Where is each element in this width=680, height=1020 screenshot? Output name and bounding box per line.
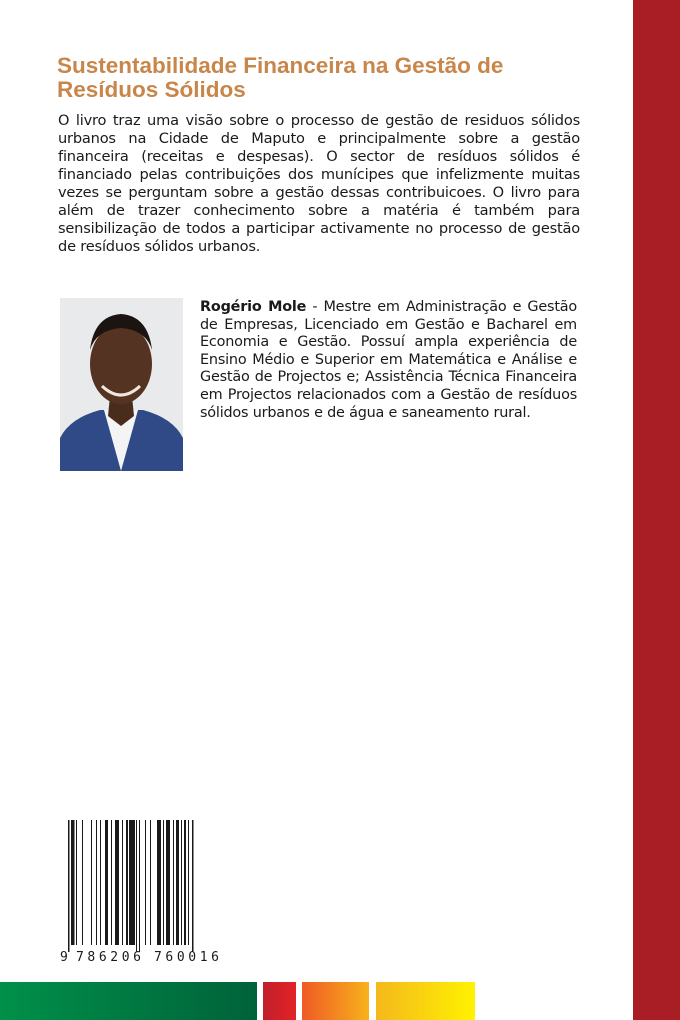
orange-stripe (302, 982, 369, 1020)
barcode-bar (184, 820, 186, 945)
author-photo (60, 298, 183, 471)
barcode-bar (129, 820, 135, 945)
barcode-bar (173, 820, 174, 945)
red-stripe (263, 982, 296, 1020)
barcode-bar (122, 820, 123, 945)
barcode-bar (136, 820, 137, 952)
green-stripe (0, 982, 257, 1020)
barcode-bar (105, 820, 108, 945)
barcode-bar (91, 820, 92, 945)
barcode-bar (157, 820, 161, 945)
isbn-right-digits: 760016 (154, 950, 223, 963)
barcode-bar (139, 820, 140, 952)
author-name: Rogério Mole (200, 299, 307, 315)
barcode-bar (126, 820, 128, 945)
author-bio (200, 299, 577, 422)
yellow-stripe (376, 982, 475, 1020)
spine-bar (633, 0, 680, 1020)
barcode-bar (111, 820, 112, 945)
barcode-bar (192, 820, 194, 952)
barcode-bar (145, 820, 146, 945)
author-bio-text: - Mestre em Administração e Gestão de Empresas, Licenciado em Gestão e Bacharel em Economia e Gestão. Possuí ampla experiência de Ensino Médio e Superior em Matemática e Análise e Gestão de Projectos e; Assistência Técnica Financeira em Projectos relacionados com a Gestão de resíduos sólidos urbanos e de água e saneamento rural. (200, 299, 577, 421)
barcode-bar (176, 820, 179, 945)
barcode-bar (115, 820, 119, 945)
barcode-bar (181, 820, 182, 945)
isbn-barcode (60, 818, 240, 963)
isbn-first-digit: 9 (60, 950, 68, 963)
barcode-bar (188, 820, 189, 945)
barcode-bar (150, 820, 151, 945)
barcode-bar (166, 820, 170, 945)
isbn-left-digits: 786206 (76, 950, 145, 963)
book-description: O livro traz uma visão sobre o processo de gestão de residuos sólidos urbanos na Cidade de Maputo e principalmente sobre a gestão financeira (receitas e despesas). O sector de resíduos sólidos é financiado pelas contribuições dos munícipes que infelizmente muitas vezes se perguntam sobre a gestão dessas contribuicoes. O livro para além de trazer conhecimento sobre a matéria é também para sensibilização de todos a participar activamente no processo de gestão de resíduos sólidos urbanos. (58, 112, 580, 255)
barcode-bar (68, 820, 70, 952)
barcode-bar (96, 820, 97, 945)
barcode-bar (76, 820, 77, 945)
barcode-bar (71, 820, 75, 945)
barcode-bar (163, 820, 164, 945)
barcode-bar (82, 820, 83, 945)
book-title: Sustentabilidade Financeira na Gestão de Resíduos Sólidos (57, 53, 504, 102)
barcode-bar (100, 820, 101, 945)
